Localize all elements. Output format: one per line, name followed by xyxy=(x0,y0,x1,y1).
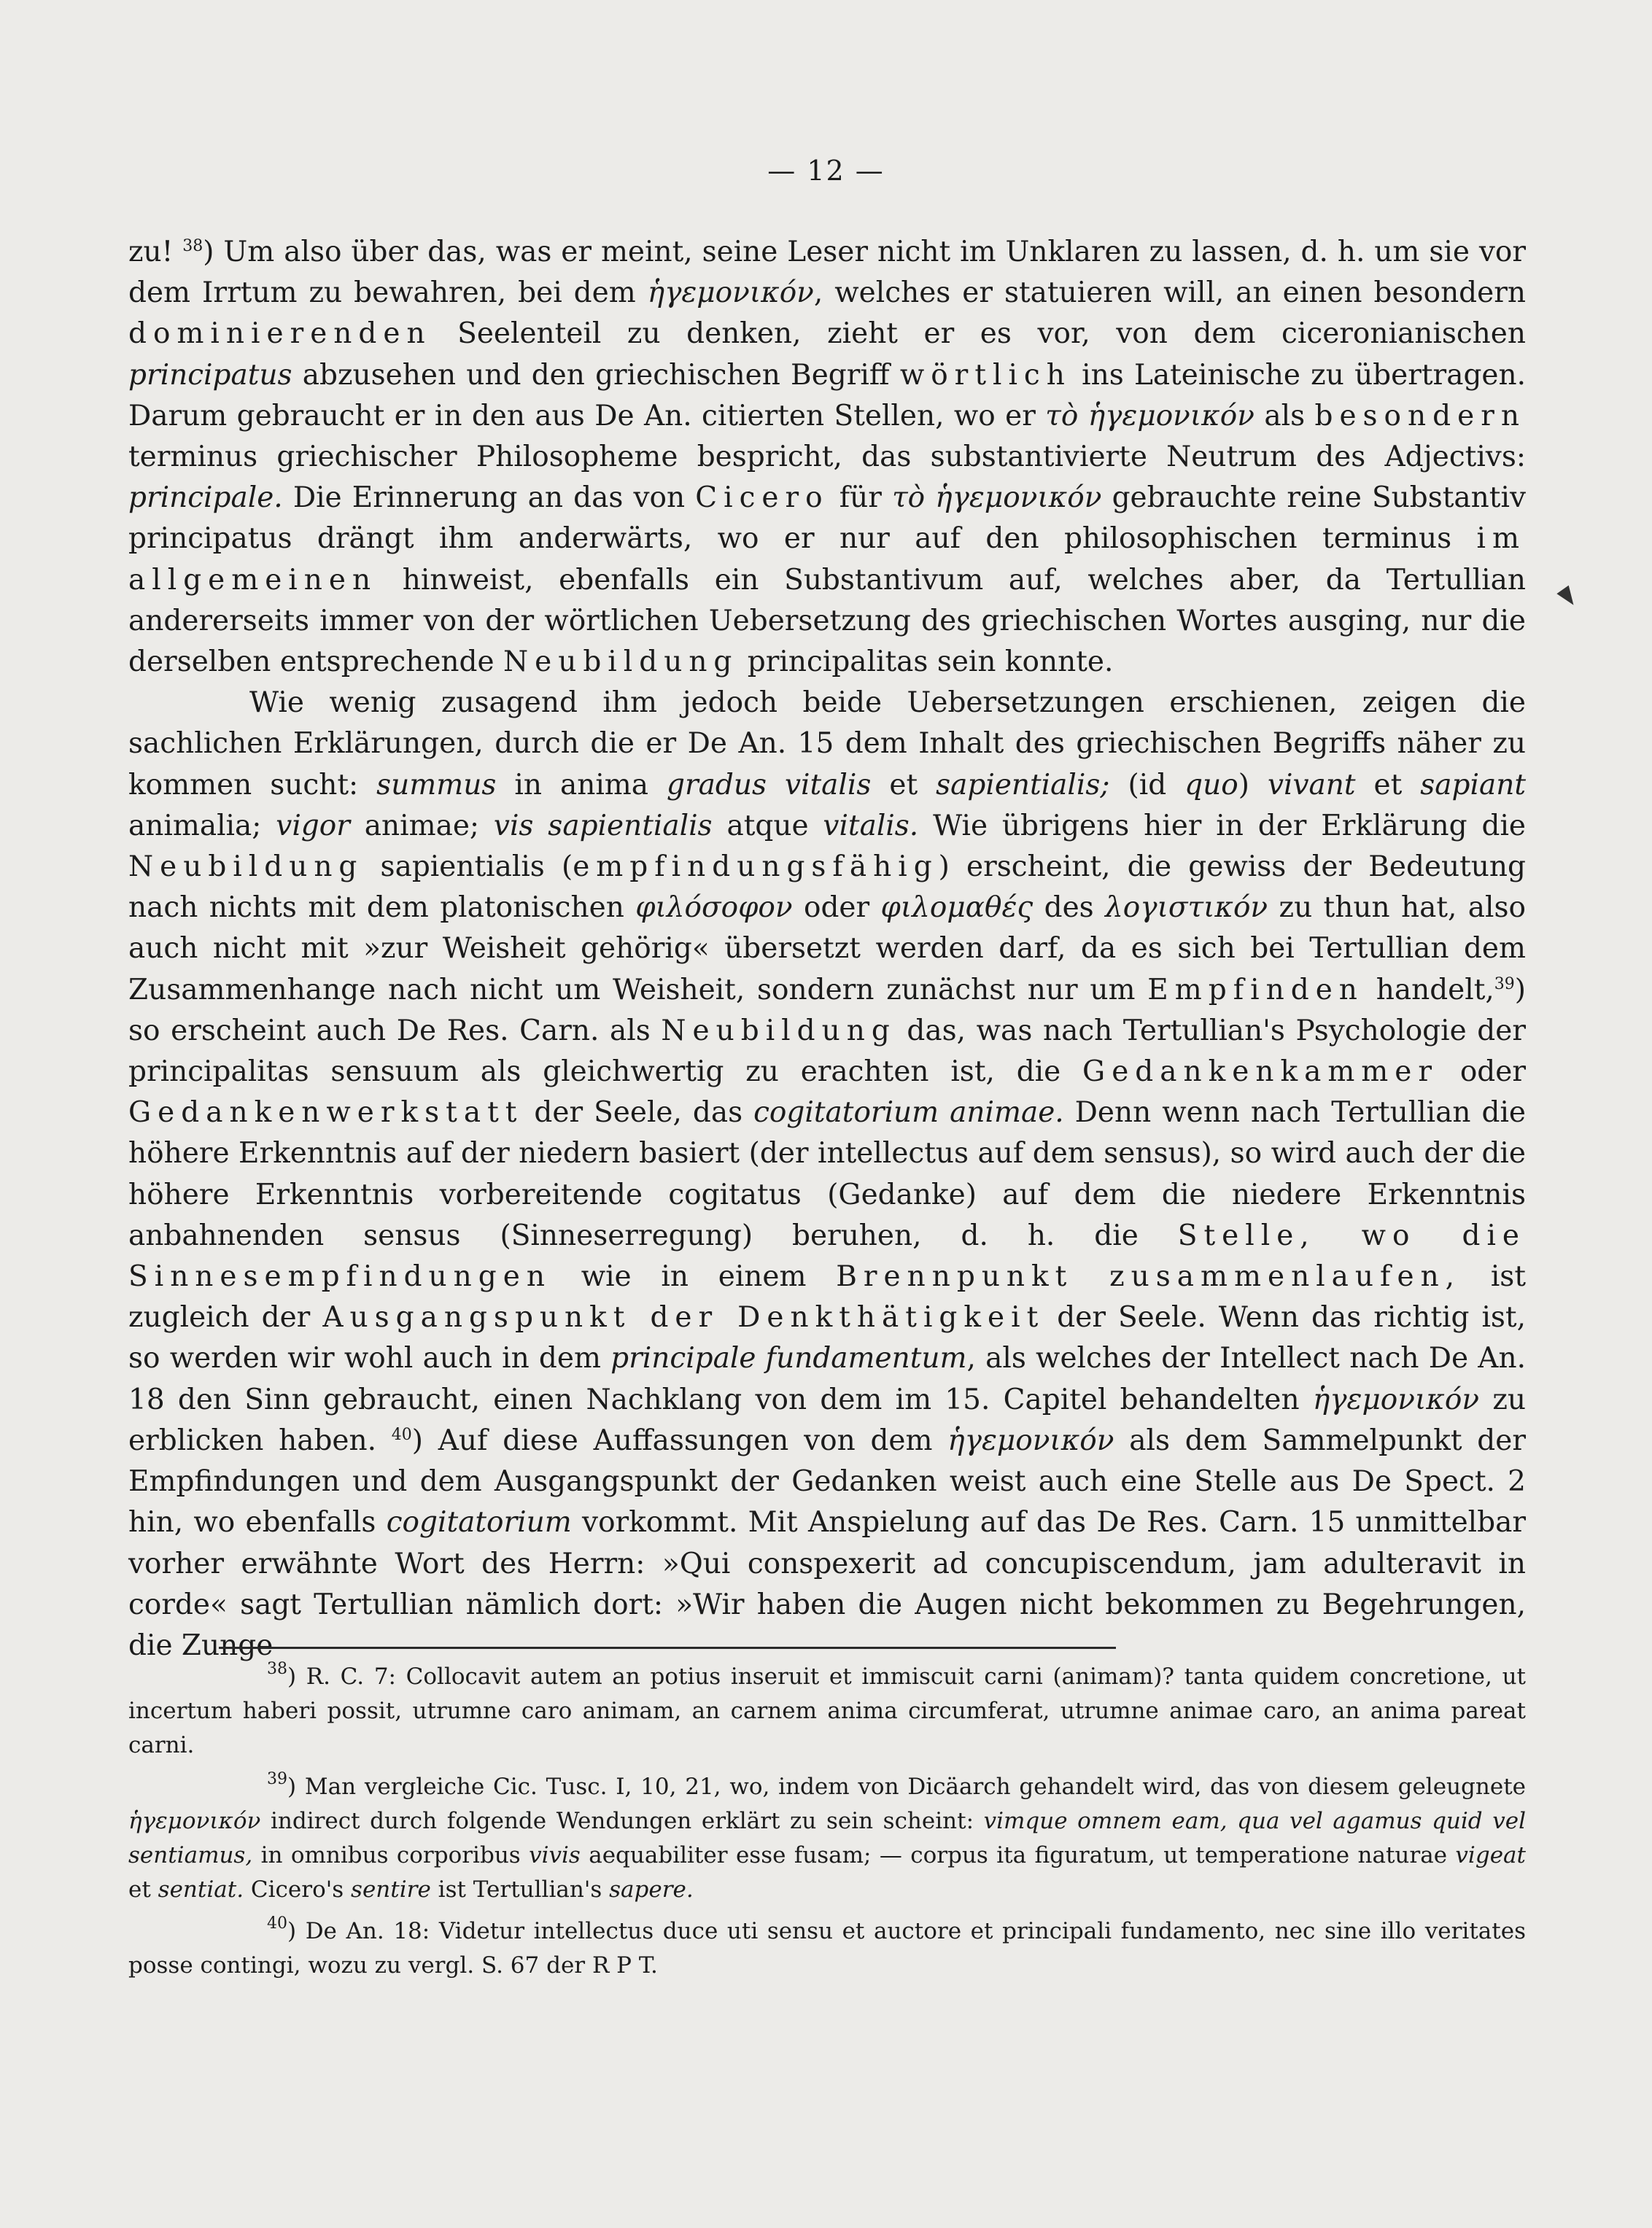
text-run: ) Um also über das, was er meint, seine Leser nicht im Unklaren zu lassen, d. h. um sie vor dem Irrtum zu bewahren, bei dem xyxy=(128,236,1526,310)
footnote xyxy=(128,1770,1526,1907)
italic-term: vitalis. xyxy=(823,809,919,842)
italic-term: cogitatorium xyxy=(386,1506,572,1540)
footnote-ref: 38 xyxy=(267,1660,287,1678)
italic-term: ἡγεμονικόν xyxy=(647,276,814,310)
italic-term: ἡγεμονικόν xyxy=(947,1424,1114,1457)
text-run: ist Tertullian's xyxy=(430,1876,610,1903)
italic-term: quo xyxy=(1184,768,1238,801)
text-run: oder xyxy=(1438,1055,1526,1089)
italic-term: λογιστικόν xyxy=(1105,891,1268,925)
text-run: vorkommt. Mit Anspielung auf das De Res. Carn. 15 unmittelbar vorher erwähnte Wort des Herrn: »Qui conspexerit ad concupiscendum, jam adulteravit in corde« sagt Tertullian nämlich dort: »Wir haben die Augen nicht bekommen zu Begehrungen, die Zunge xyxy=(128,1506,1526,1662)
spaced-emphasis: empfindungsfähig xyxy=(573,850,939,884)
text-run: als xyxy=(1254,399,1315,432)
italic-term: vimque omnem eam, qua vel agamus quid vel sentiamus, xyxy=(128,1808,1526,1868)
text-run: zu! xyxy=(128,236,183,268)
italic-term: vivis xyxy=(529,1842,581,1868)
text-run: terminus griechischer Philosopheme bespricht, das substantivierte Neutrum des Adjectivs: xyxy=(128,440,1526,474)
footnote-ref: 38 xyxy=(182,237,203,255)
spaced-emphasis: dominierenden xyxy=(128,317,432,351)
text-run: et xyxy=(1355,768,1421,801)
spaced-emphasis: wörtlich xyxy=(899,358,1071,392)
paragraph xyxy=(128,232,1526,683)
text-run: , als welches der Intellect nach De An. 18 den Sinn gebraucht, einen Nachklang von dem im 15. Capitel behandelten xyxy=(128,1342,1526,1416)
italic-term: sapiant xyxy=(1420,768,1527,801)
footnote-ref: 39 xyxy=(267,1770,287,1788)
text-run: animae; xyxy=(349,809,494,842)
text-run: Denn wenn nach Tertullian die höhere Erkenntnis auf der niedern basiert (der intellectus auf dem sensus), so wird auch der die höhere Erkenntnis vorbereitende cogitatus (Gedanke) auf dem die niedere Erkenntnis anbahnenden sensus (Sinneserregung) beruhen, d. h. die xyxy=(128,1096,1526,1252)
italic-term: φιλομαθές xyxy=(880,891,1034,925)
text-run: handelt, xyxy=(1363,973,1494,1006)
spaced-emphasis: im allgemeinen xyxy=(128,522,1526,597)
text-run: ) De An. 18: Videtur intellectus duce uti sensu et auctore et principali fundamento, nec sine illo veritates posse contingi, wozu zu vergl. S. 67 der R P T. xyxy=(128,1918,1526,1979)
spaced-emphasis: Cicero xyxy=(695,481,829,515)
italic-term: sapientialis; xyxy=(936,768,1110,801)
spaced-emphasis: Neubildung xyxy=(128,850,364,884)
italic-term: sapere. xyxy=(609,1876,694,1903)
italic-term: summus xyxy=(376,768,497,801)
text-run: aequabiliter esse fusam; — corpus ita figuratum, ut temperatione naturae xyxy=(580,1842,1456,1868)
paragraph xyxy=(128,683,1526,1666)
spaced-emphasis: Stelle, wo die Sinnesempfindungen xyxy=(128,1219,1527,1294)
spaced-emphasis: besondern xyxy=(1314,399,1526,432)
footnote-ref: 40 xyxy=(267,1914,287,1933)
text-run: ) so erscheint auch De Res. Carn. als xyxy=(128,973,1526,1047)
text-run: Seelenteil zu denken, zieht er es vor, von dem ciceronianischen xyxy=(431,317,1526,351)
main-text xyxy=(128,232,1526,1666)
italic-term: vivant xyxy=(1267,768,1356,801)
text-run: Cicero's xyxy=(244,1876,352,1903)
text-run: zu erblicken haben. xyxy=(128,1383,1526,1457)
text-run: sapientialis ( xyxy=(363,850,573,884)
text-run: ) erscheint, die gewiss der Bedeutung nach nichts mit dem platonischen xyxy=(128,850,1526,925)
text-run: als dem Sammelpunkt der Empfindungen und dem Ausgangspunkt der Gedanken weist auch eine Stelle aus De Spect. 2 hin, wo ebenfalls xyxy=(128,1424,1526,1540)
spaced-emphasis: Brennpunkt zusammenlaufen, xyxy=(836,1260,1462,1294)
italic-term: cogitatorium animae. xyxy=(753,1096,1064,1130)
footnotes xyxy=(128,1660,1526,1990)
spaced-emphasis: Neubildung xyxy=(503,645,739,679)
footnote xyxy=(128,1660,1526,1763)
italic-term: principale. xyxy=(128,481,283,515)
text-run: des xyxy=(1033,891,1106,925)
margin-mark xyxy=(1556,586,1579,610)
text-run: Wie übrigens hier in der Erklärung die xyxy=(918,809,1527,842)
italic-term: sentire xyxy=(351,1876,431,1903)
italic-term: vis sapientialis xyxy=(493,809,713,842)
italic-term: vigeat xyxy=(1455,1842,1526,1868)
italic-term: sentiat. xyxy=(158,1876,244,1903)
footnote-divider xyxy=(219,1647,1116,1649)
italic-term: principale fundamentum xyxy=(610,1342,967,1375)
text-run: indirect durch folgende Wendungen erklärt zu sein scheint: xyxy=(260,1808,984,1834)
text-run: wie in einem xyxy=(551,1260,837,1294)
footnote-ref: 39 xyxy=(1494,974,1515,993)
text-run: der Seele. Wenn das richtig ist, so werden wir wohl auch in dem xyxy=(128,1301,1527,1375)
italic-term: ἡγεμονικόν xyxy=(128,1808,261,1834)
text-run: für xyxy=(829,481,893,515)
text-run: Die Erinnerung an das von xyxy=(282,481,696,515)
footnote-ref: 40 xyxy=(391,1425,412,1444)
spaced-emphasis: Gedankenkammer xyxy=(1082,1055,1439,1089)
text-run: ist zugleich der xyxy=(128,1260,1526,1335)
text-run: ) Auf diese Auffassungen von dem xyxy=(411,1424,948,1457)
text-run: das, was nach Tertullian's Psychologie der principalitas sensuum als gleichwertig zu erachten ist, die xyxy=(128,1014,1526,1089)
text-run: oder xyxy=(792,891,881,925)
spaced-emphasis: Neubildung xyxy=(661,1014,896,1047)
italic-term: τὸ ἡγεμονικόν xyxy=(1045,399,1254,432)
text-run: atque xyxy=(712,809,823,842)
text-run: ins Lateinische zu übertragen. Darum gebraucht er in den aus De An. citierten Stellen, wo er xyxy=(128,358,1526,432)
text-run: in anima xyxy=(496,768,667,801)
text-run: Wie wenig zusagend ihm jedoch beide Uebersetzungen erschienen, zeigen die sachlichen Erklärungen, durch die er De An. 15 dem Inhalt des griechischen Begriffs näher zu kommen sucht: xyxy=(128,686,1526,801)
text-run: et xyxy=(128,1876,158,1903)
text-run: ) Man vergleiche Cic. Tusc. I, 10, 21, wo, indem von Dicäarch gehandelt wird, das von diesem geleugnete xyxy=(287,1774,1526,1800)
italic-term: τὸ ἡγεμονικόν xyxy=(892,481,1102,515)
text-run: zu thun hat, also auch nicht mit »zur Weisheit gehörig« übersetzt werden darf, da es sich bei Tertullian dem Zusammenhange nach nicht um Weisheit, sondern zunächst nur um xyxy=(128,891,1526,1006)
italic-term: φιλόσοφον xyxy=(635,891,793,925)
text-run: , welches er statuieren will, an einen besondern xyxy=(813,276,1526,310)
spaced-emphasis: Gedankenwerkstatt xyxy=(128,1096,524,1130)
text-run: hinweist, ebenfalls ein Substantivum auf, welches aber, da Tertullian andererseits immer von der wörtlichen Uebersetzung des griechischen Wortes ausging, nur die derselben entsprechende xyxy=(128,563,1526,679)
footnote xyxy=(128,1914,1526,1983)
text-run: ) R. C. 7: Collocavit autem an potius inseruit et immiscuit carni (animam)? tanta quidem concretione, ut incertum haberi possit, utrumne caro animam, an carnem anima circumferat, utrumne animae caro, an anima pareat carni. xyxy=(128,1664,1526,1758)
spaced-emphasis: Empfinden xyxy=(1147,973,1364,1006)
spaced-emphasis: Ausgangspunkt der Denkthätigkeit xyxy=(322,1301,1045,1335)
text-run: der Seele, das xyxy=(523,1096,754,1130)
text-run: et xyxy=(871,768,936,801)
italic-term: gradus vitalis xyxy=(667,768,872,801)
italic-term: vigor xyxy=(276,809,350,842)
italic-term: ἡγεμονικόν xyxy=(1312,1383,1480,1416)
text-run: abzusehen und den griechischen Begriff xyxy=(292,358,900,392)
text-run: in omnibus corporibus xyxy=(252,1842,530,1868)
page-number: — 12 — xyxy=(767,155,885,187)
text-run: animalia; xyxy=(128,809,276,842)
text-run: principalitas sein konnte. xyxy=(738,645,1114,679)
text-run: (id xyxy=(1109,768,1185,801)
italic-term: principatus xyxy=(128,358,292,392)
text-run: gebrauchte reine Substantiv principatus drängt ihm anderwärts, wo er nur auf den philosophischen terminus xyxy=(128,481,1526,556)
text-run: ) xyxy=(1238,768,1268,801)
